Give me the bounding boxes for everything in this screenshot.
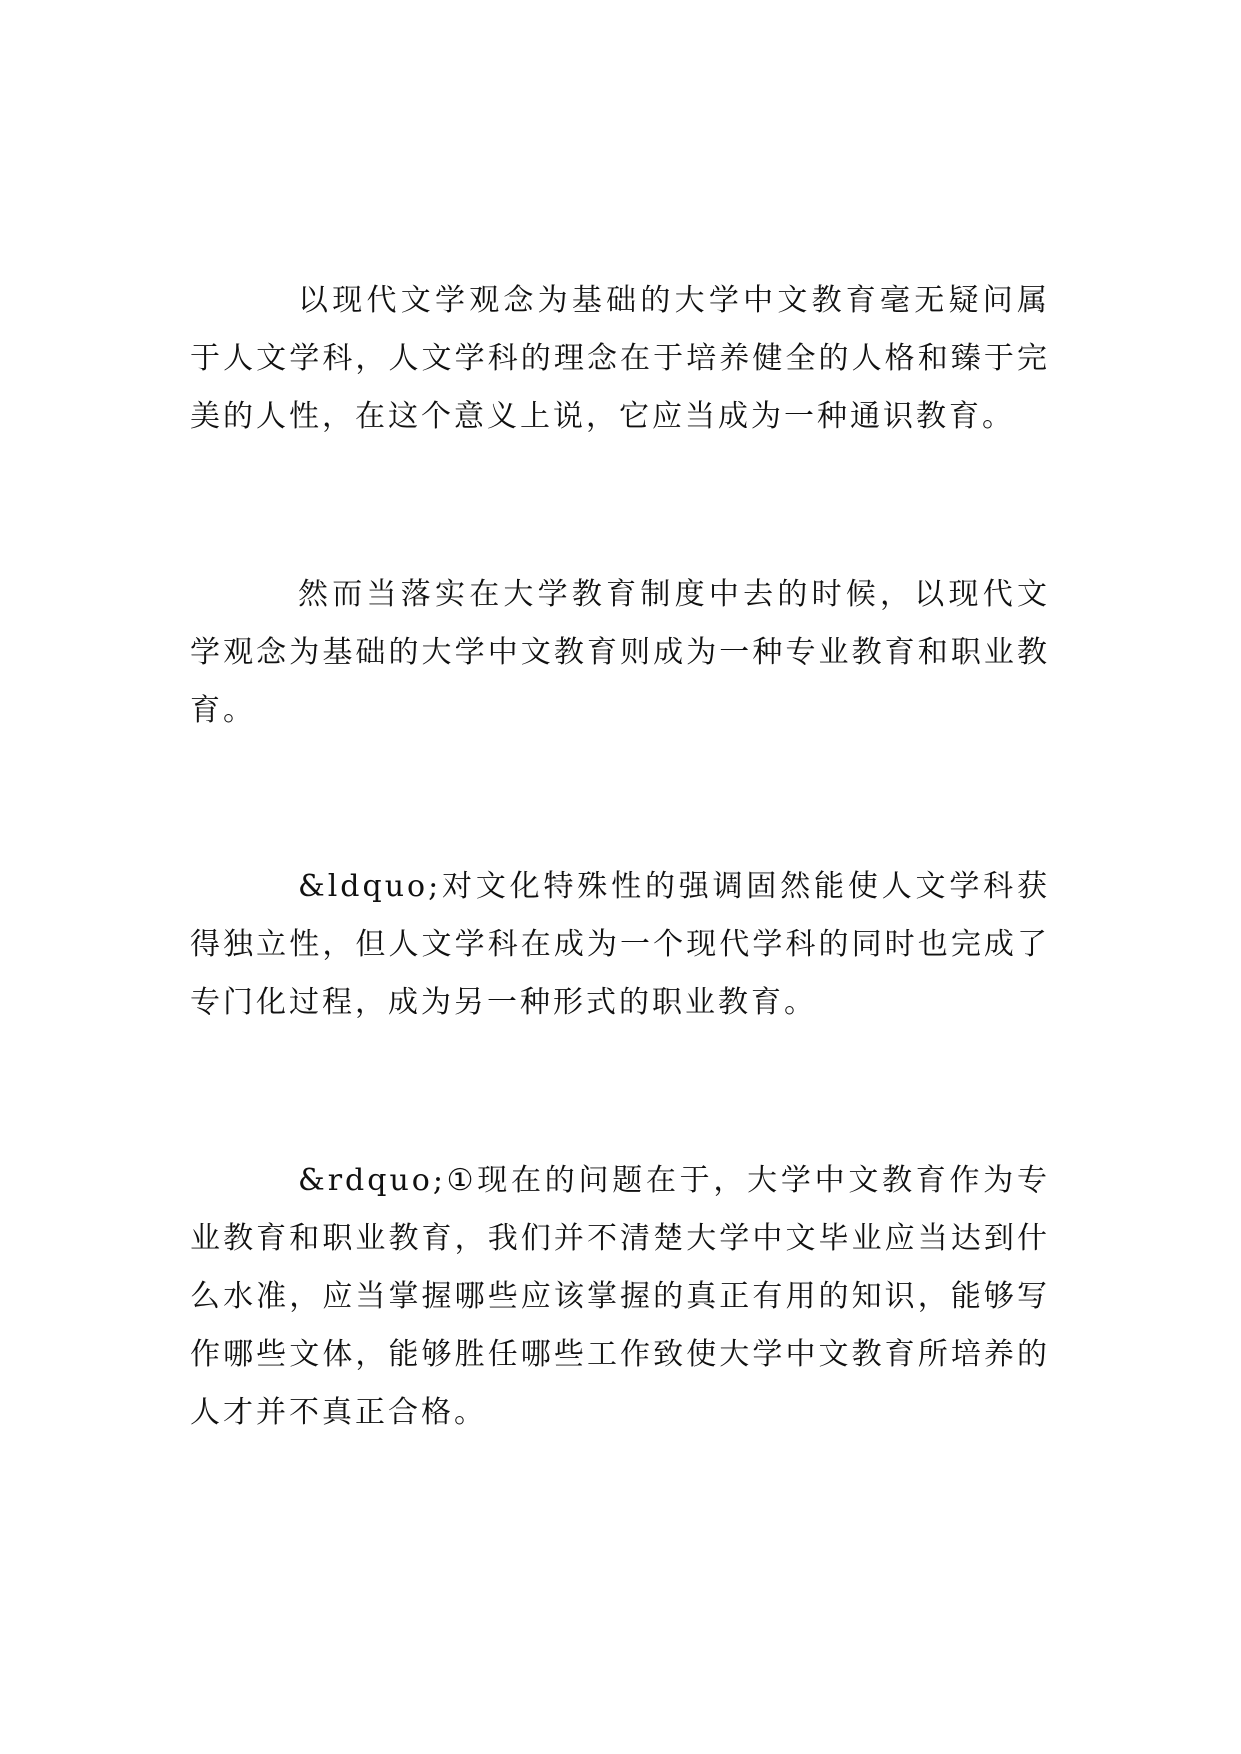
paragraph-1: 以现代文学观念为基础的大学中文教育毫无疑问属于人文学科，人文学科的理念在于培养健全的人格和臻于完美的人性，在这个意义上说，它应当成为一种通识教育。 bbox=[190, 283, 1050, 434]
paragraph-2: 然而当落实在大学教育制度中去的时候，以现代文学观念为基础的大学中文教育则成为一种专业教育和职业教育。 bbox=[190, 577, 1050, 728]
paragraph-4: &rdquo;①现在的问题在于，大学中文教育作为专业教育和职业教育，我们并不清楚大学中文毕业应当达到什么水准，应当掌握哪些应该掌握的真正有用的知识，能够写作哪些文体，能够胜任哪些工作致使大学中文教育所培养的人才并不真正合格。 bbox=[190, 1163, 1050, 1430]
paragraph-3: &ldquo;对文化特殊性的强调固然能使人文学科获得独立性，但人文学科在成为一个现代学科的同时也完成了专门化过程，成为另一种形式的职业教育。 bbox=[190, 869, 1050, 1020]
